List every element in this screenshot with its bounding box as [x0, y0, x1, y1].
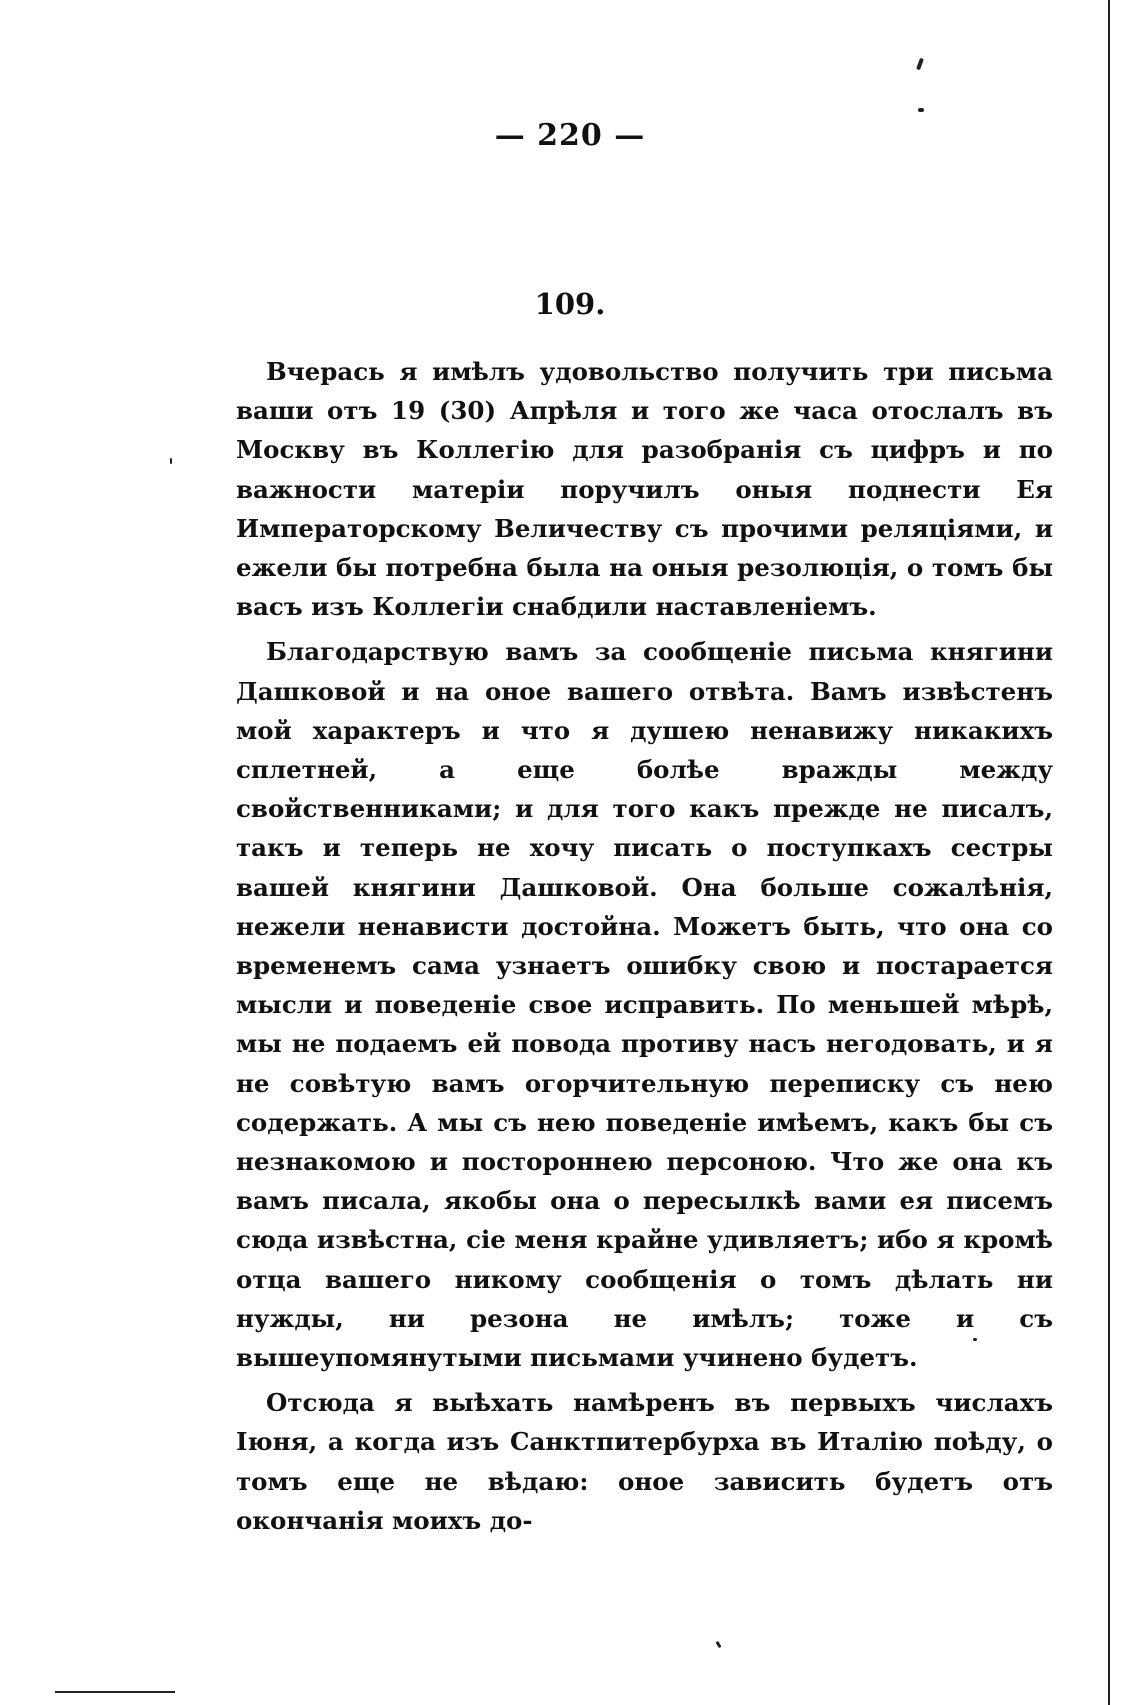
paragraph: Благодарствую вамъ за сообщеніе письма княгини Дашковой и на оное вашего отвѣта. Вамъ извѣстенъ мой характеръ и что я душею ненавижу никакихъ сплетней, а еще болѣе вражды между свойственниками; и для того какъ прежде не писалъ, такъ и теперь не хочу писать о поступкахъ сестры вашей княгини Дашковой. Она больше сожалѣнія, нежели ненависти достойна. Можетъ быть, что она со временемъ сама узнаетъ ошибку свою и постарается мысли и поведеніе свое исправить. По меньшей мѣрѣ, мы не подаемъ ей повода противу насъ негодовать, и я не совѣтую вамъ огорчительную переписку съ нею содержать. А мы съ нею поведеніе имѣемъ, какъ бы съ незнакомою и постороннею персоною. Что же она къ вамъ писала, якобы она о пересылкѣ вами ея писемъ сюда извѣстна, сіе меня крайне удивляетъ; ибо я кромѣ отца вашего никому сообщенія о томъ дѣлать ни нужды, ни резона не имѣлъ; тоже и съ вышеупомянутыми письмами учинено будетъ. — [236, 637, 1053, 1373]
letter-body — [236, 352, 1053, 1546]
page-number: — 220 — — [494, 118, 646, 153]
page-edge-bottom — [55, 1691, 175, 1693]
ink-speck — [918, 108, 924, 112]
paragraph: Отсюда я выѣхать намѣренъ въ первыхъ числахъ Іюня, а когда изъ Санктпитербурха въ Италію поѣду, о томъ еще не вѣдаю: оное зависить будетъ отъ окончанія моихъ до- — [236, 1388, 1053, 1535]
paragraph: Вчерась я имѣлъ удовольство получить три письма ваши отъ 19 (30) Апрѣля и того же часа отослалъ въ Москву въ Коллегію для разобранія съ цифръ и по важности матеріи поручилъ оныя поднести Ея Императорскому Величеству съ прочими реляціями, и ежели бы потребна была на оныя резолюція, о томъ бы васъ изъ Коллегіи снабдили наставленіемъ. — [236, 357, 1053, 622]
letter-number: 109. — [534, 287, 606, 321]
ink-speck — [170, 458, 172, 464]
ink-speck — [715, 1641, 721, 1649]
ink-speck — [916, 58, 924, 71]
page-edge-right — [1108, 0, 1110, 1705]
